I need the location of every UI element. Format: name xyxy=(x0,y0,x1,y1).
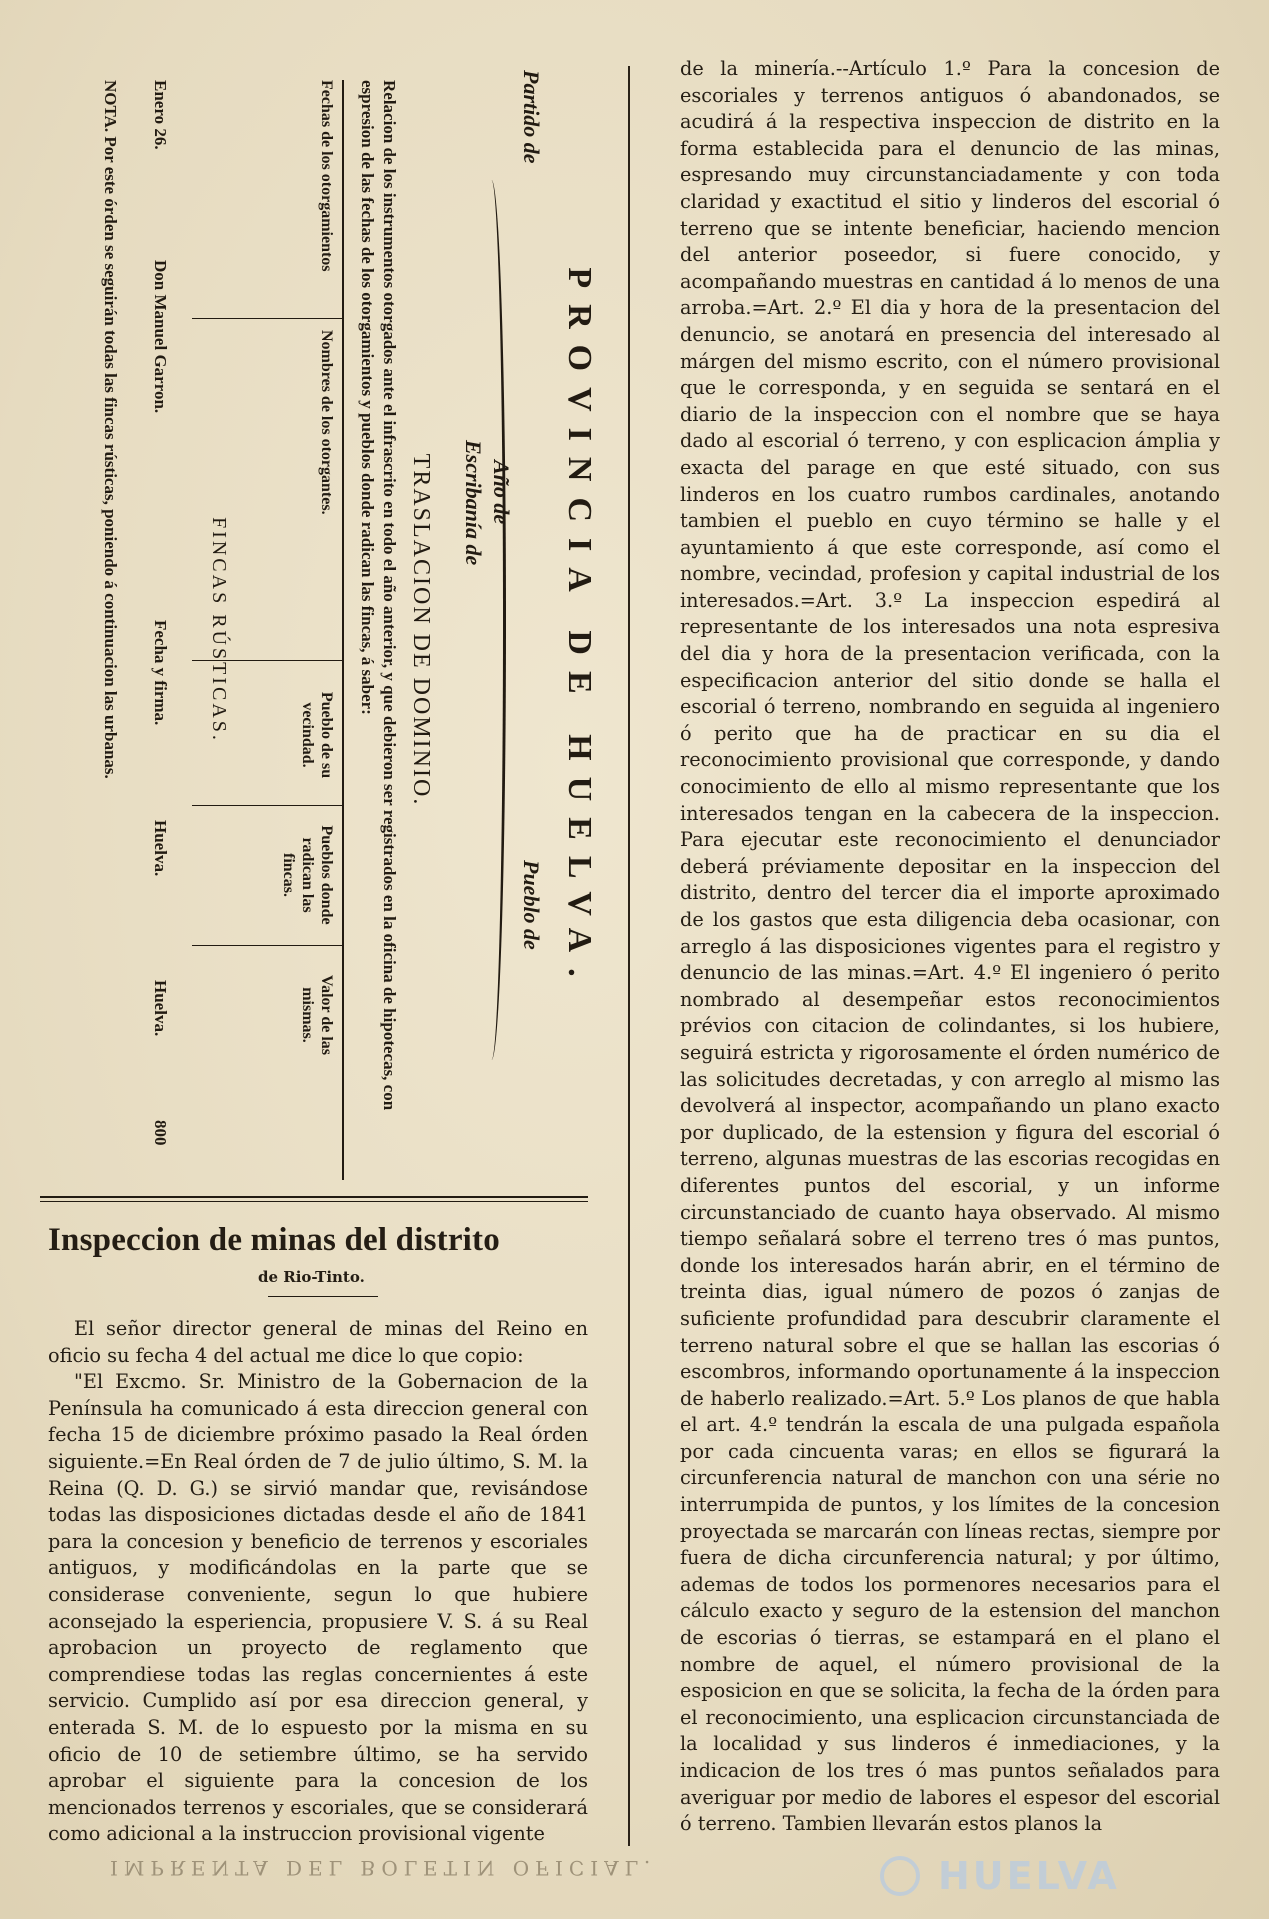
form-sign-huelva-2: Huelva. xyxy=(151,980,170,1037)
col-pueblos-donde: Pueblos donde radican las fincas. xyxy=(280,825,335,925)
form-nota: NOTA. Por este órden se seguirán todas las fincas rústicas, poniendo á continuacion las urbanas. xyxy=(101,80,120,779)
article-paragraph: de la minería.--Artículo 1.º Para la concesion de escoriales y terrenos antiguos ó abandonados, se acudirá á la respectiva inspeccion de distrito en la forma establecida para el denuncio de las minas, espresando muy circunstanciadamente y con toda claridad y exactitud el sitio y linderos del escorial ó terreno que se intente beneficiar, haciendo mencion del anterior poseedor, si fuere conocido, y acompañando muestras en cantidad á lo menos de una arroba.=Art. 2.º El dia y hora de la presentacion del denuncio, se anotará en presencia del interesado al márgen del mismo escrito, con el número provisional que le corresponda, y en seguida se sentará en el diario de la inspeccion con el nombre que se haya dado al escorial ó terreno, y con esplicacion ámplia y exacta del parage en que esté situado, con sus linderos en los cuatro rumbos cardinales, anotando tambien el pueblo en cuyo término se halle y el ayuntamiento á que este corresponde, así como el nombre, vecindad, profesion y capital industrial de los interesados.=Art. 3.º La inspeccion espedirá al representante de los interesados una nota espresiva del dia y hora de la presentacion verificada, con la especificacion anterior del sitio donde se halla el escorial ó terreno, nombrando en seguida al ingeniero ó perito que ha de practicar en su dia el reconocimiento provisional que corresponde, y dando conocimiento de ello al mismo representante que los interesados tengan en la cabecera de la inspeccion. Para ejecutar este reconocimiento el denunciador deberá préviamente depositar en la inspeccion del distrito, dentro del tercer dia el importe aproximado de los gastos que esta diligencia deba ocasionar, con arreglo á las disposiciones vigentes para el registro y denuncio de las minas.=Art. 4.º El ingeniero ó perito nombrado al desempeñar estos reconocimientos prévios con citacion de colindantes, si los hubiere, seguirá estricta y rigorosamente el órden numérico de las solicitudes decretadas, y con arreglo al mismo las devolverá al inspector, acompañando un plano exacto por duplicado, de la estension y figura del escorial ó terreno, algunas muestras de las escorias recogidas en diferentes puntos del escorial, y un informe circunstanciado de cuanto haya observado. Al mismo tiempo señalará sobre el terreno tres ó mas puntos, donde los interesados harán abrir, en el término de treinta dias, igual número de pozos ó zanjas de suficiente profundidad para descubrir claramente el terreno natural sobre el que se hallan las escorias ó escombros, informando oportunamente á la inspeccion de haberlo realizado.=Art. 5.º Los planos de que habla el art. 4.º tendrán la escala de una pulgada española por cada cincuenta varas; en ellos se figurará la circunferencia natural de manchon con una série no interrumpida de puntos, y los límites de la concesion proyectada se marcarán con líneas rectas, siempre por fuera de dicha circunferencia natural; y por último, ademas de todos los pormenores necesarios para el cálculo exacto y seguro de la estension del manchon de escorias ó tierras, se estampará en el plano el nombre de aquel, el número provisional de la esposicion en que se solicita, la fecha de la órden para el reconocimiento, una esplicacion circunstanciada de la localidad y sus linderos é inmediaciones, y la indicacion de los tres ó mas puntos señalados para averiguar por medio de labores el espesor del escorial ó terreno. Tambien llevarán estos planos la xyxy=(680,57,1220,1836)
seal-icon xyxy=(880,1856,920,1896)
article-paragraph: El señor director general de minas del Reino en oficio su fecha 4 del actual me dice lo que copio: xyxy=(48,1317,588,1367)
article-right-column xyxy=(680,56,1220,1838)
traslacion-form xyxy=(38,60,610,1200)
col-fechas: Fechas de los otorgamientos xyxy=(318,80,335,272)
form-partido-label: Partido de xyxy=(519,70,544,164)
form-title: PROVINCIA DE HUELVA. xyxy=(561,267,598,993)
form-sign-date: Enero 26. xyxy=(151,80,170,150)
form-sign-huelva: Huelva. xyxy=(151,820,170,877)
article-subhead: de Rio-Tinto. xyxy=(258,1268,365,1286)
form-section-title: TRASLACION DE DOMINIO. xyxy=(408,453,434,807)
form-sign-name: Don Manuel Garron. xyxy=(151,260,170,414)
col-valor: Valor de las mismas. xyxy=(299,974,335,1055)
form-anio-label: Año de xyxy=(489,460,514,525)
form-fincas-title: FINCAS RÚSTICAS. xyxy=(208,517,230,743)
form-relacion-text: Relacion de los instrumentos otorgados ante el infrascrito en todo el año anterior, y que debieron ser registrados en la oficina de hipotecas, con espresion de las fechas de los otorgamientos y pueblos donde radican las fincas, á saber: xyxy=(358,80,399,1111)
form-escribania-label: Escribanía de xyxy=(461,440,486,566)
watermark-text: HUELVA xyxy=(938,1854,1120,1898)
rotated-form-area xyxy=(38,60,610,1200)
article-paragraph: "El Excmo. Sr. Ministro de la Gobernacion de la Península ha comunicado á esta direccion general con fecha 15 de diciembre próximo pasado la Real órden siguiente.=En Real órden de 7 de julio último, S. M. la Reina (Q. D. G.) se sirvió mandar que, revisándose todas las disposiciones dictadas desde el año de 1841 para la concesion y beneficio de terrenos y escoriales antiguos, y modificándolas en la parte que se considerase conveniente, segun lo que hubiere aconsejado la esperiencia, propusiere V. S. á su Real aprobacion un proyecto de reglamento que comprendiese todas las reglas concernientes á este servicio. Cumplido así por esa direccion general, y enterada S. M. de lo espuesto por la misma en su oficio de 10 de setiembre último, se ha servido aprobar el siguiente para la concesion de los mencionados terrenos y escoriales, que se considerará como adicional a la instruccion provisional vigente xyxy=(48,1370,588,1846)
form-brace xyxy=(477,180,506,1060)
column-divider xyxy=(628,66,630,1846)
subhead-rule xyxy=(268,1296,378,1297)
col-pueblo: Pueblo de su vecindad. xyxy=(299,691,335,779)
section-rule xyxy=(40,1196,588,1198)
huelva-watermark xyxy=(880,1854,1180,1900)
form-sign-number: 800 xyxy=(151,1120,170,1146)
form-sign-fecha: Fecha y firma. xyxy=(151,620,170,726)
form-pueblo-label: Pueblo de xyxy=(519,860,544,950)
article-headline: Inspeccion de minas del distrito xyxy=(48,1222,500,1258)
col-nombres: Nombres de los otorgantes. xyxy=(318,330,335,515)
article-left-column xyxy=(48,1316,588,1848)
section-rule-thin xyxy=(40,1201,588,1202)
printer-footer: IMPRENTA DEL BOLETIN OFICIAL. xyxy=(110,1856,657,1880)
